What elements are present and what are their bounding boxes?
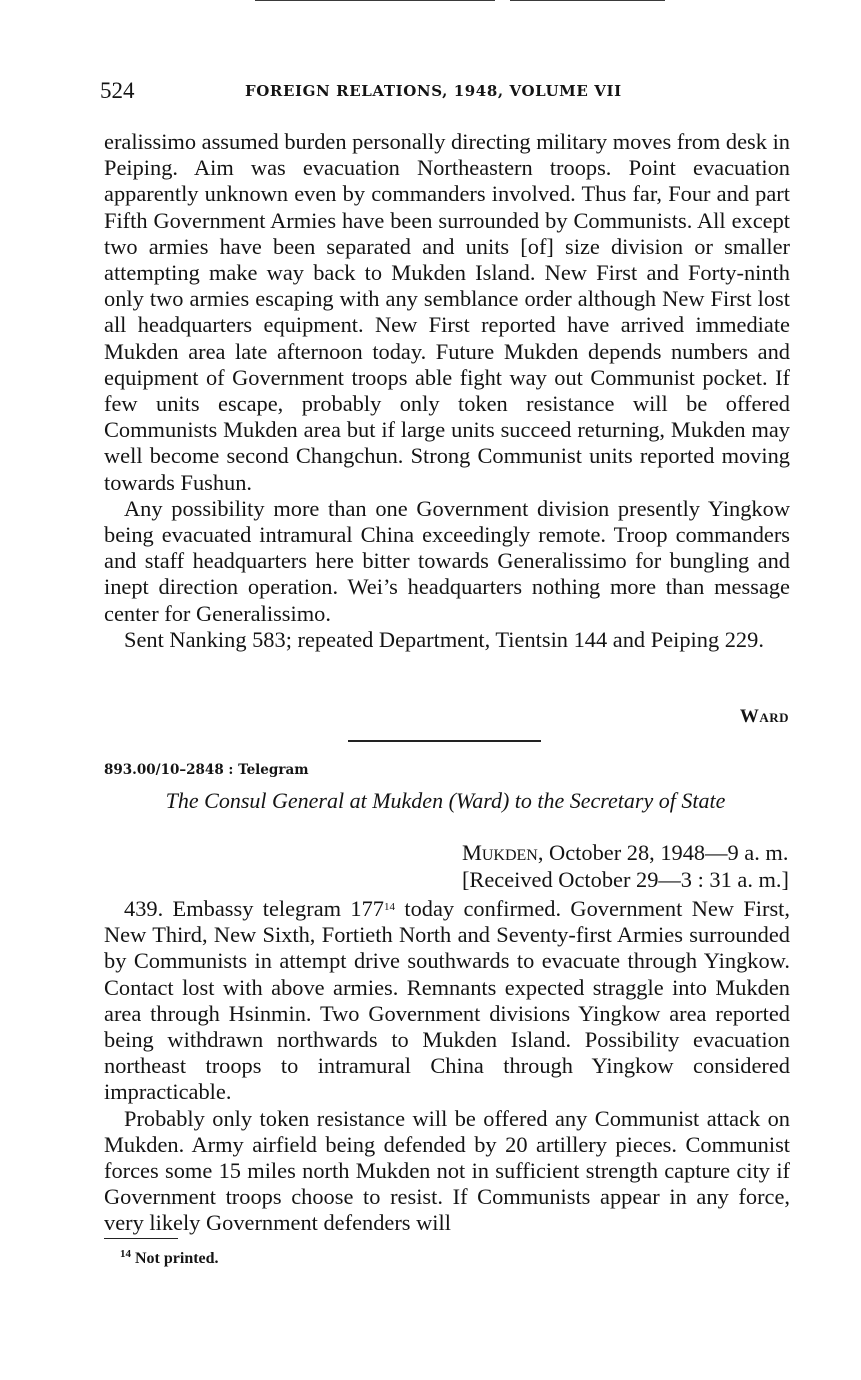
dateline-place: Mukden (461, 840, 538, 865)
telegram-body (104, 896, 790, 1237)
paragraph (104, 896, 790, 1106)
scan-edge-line (510, 0, 665, 1)
file-number: 893.00/10–2848 : Telegram (104, 762, 309, 778)
page-number: 524 (100, 78, 135, 103)
paragraph-text: today confirmed. Government New First, New Third, New Sixth, Fortieth North and Seventy-first Armies surrounded by Communists in attempt drive southwards to evacuate through Yingkow. Contact lost with above armies. Remnants expected straggle into Mukden area through Hsinmin. Two Government divisions Yingkow area reported being withdrawn northwards to Mukden Island. Possibility evacuation northeast troops to intramural China through Yingkow considered impracticable. (104, 896, 790, 1105)
dateline-date: , October 28, 1948—9 a. m. (537, 840, 789, 865)
paragraph: Any possibility more than one Government division presently Yingkow being evacuated intramural China exceedingly remote. Troop commanders and staff headquarters here bitter towards Generalissimo for bungling and inept direction operation. Wei’s headquarters nothing more than message center for Generalissimo. (104, 495, 790, 626)
footnote-text: Not printed. (131, 1250, 219, 1267)
paragraph: eralissimo assumed burden personally directing military moves from desk in Peiping. Aim was evacuation Northeastern troops. Point evacuation apparently unknown even by commanders involved. Thus far, Four and part Fifth Government Armies have been surrounded by Communists. All except two armies have been separated and units [of] size division or smaller attempting make way back to Mukden Island. New First and Forty-ninth only two armies escaping with any semblance order although New First lost all headquarters equipment. New First reported have arrived immediate Mukden area late afternoon today. Future Mukden depends numbers and equipment of Government troops able fight way out Communist pocket. If few units escape, probably only token resistance will be offered Communists Mukden area but if large units succeed returning, Mukden may well become second Changchun. Strong Communist units reported moving towards Fushun. (104, 129, 790, 495)
paragraph: Probably only token resistance will be offered any Communist attack on Mukden. Army airfield being defended by 20 artillery pieces. Communist forces some 15 miles north Mukden not in sufficient strength capture city if Government troops choose to resist. If Communists appear in any force, very likely Government defenders will (104, 1105, 790, 1236)
footnote-reference: 14 (384, 901, 396, 913)
signature: Ward (739, 706, 789, 727)
running-title: FOREIGN RELATIONS, 1948, VOLUME VII (245, 82, 622, 100)
dateline-received: [Received October 29—3 : 31 a. m.] (461, 866, 789, 892)
dateline-sent (462, 840, 789, 867)
footnote (120, 1250, 219, 1268)
scan-edge-line (255, 0, 495, 1)
paragraph-text: 439. Embassy telegram 177 (124, 896, 385, 921)
section-divider (348, 740, 541, 742)
paragraph: Sent Nanking 583; repeated Department, Tientsin 144 and Peiping 229. (124, 626, 764, 652)
document-title: The Consul General at Mukden (Ward) to the Secretary of State (165, 788, 726, 813)
dateline (462, 840, 789, 893)
footnote-rule (104, 1238, 178, 1239)
continued-telegram-text (104, 129, 790, 653)
footnote-number: 14 (120, 1248, 131, 1260)
